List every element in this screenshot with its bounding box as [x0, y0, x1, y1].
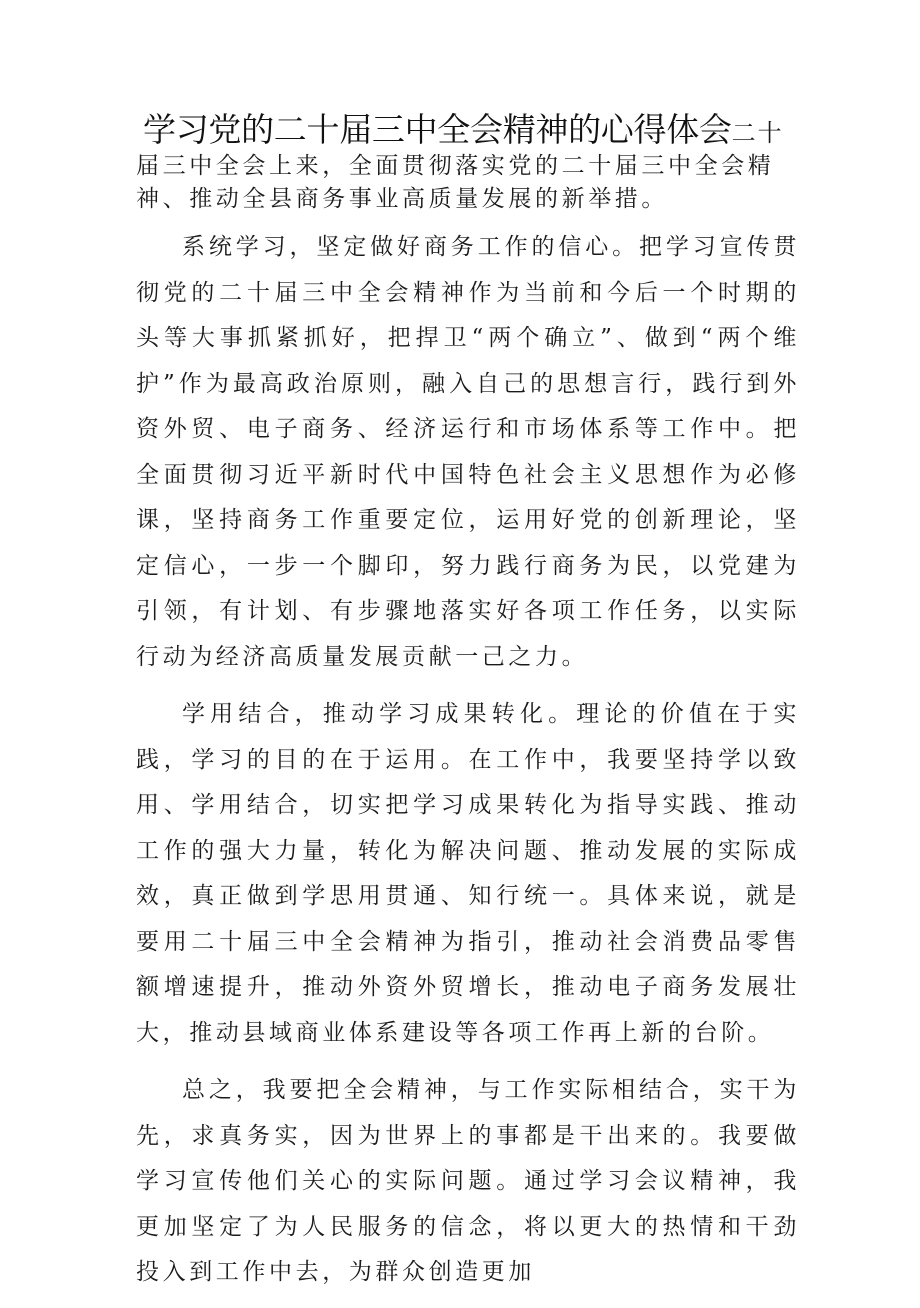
paragraph-conclusion: 总之，我要把全会精神，与工作实际相结合，实干为先，求真务实，因为世界上的事都是干出来的。我要做学习宣传他们关心的实际问题。通过学习会议精神，我更加坚定了为人民服务的信念，将以更大的热情和干劲投入到工作中去，为群众创造更加	[136, 1077, 800, 1285]
paragraph-study: 系统学习，坚定做好商务工作的信心。把学习宣传贯彻党的二十届三中全会精神作为当前和今后一个时期的头等大事抓紧抓好，把捍卫“两个确立”、做到“两个维护”作为最高政治原则，融入自己的思想言行，践行到外资外贸、电子商务、经济运行和市场体系等工作中。把全面贯彻习近平新时代中国特色社会主义思想作为必修课，坚持商务工作重要定位，运用好党的创新理论，坚定信心，一步一个脚印，努力践行商务为民，以党建为引领，有计划、有步骤地落实好各项工作任务，以实际行动为经济高质量发展贡献一己之力。	[136, 234, 800, 670]
title-tail-text: 二十	[731, 119, 784, 147]
paragraph-application: 学用结合，推动学习成果转化。理论的价值在于实践，学习的目的在于运用。在工作中，我要坚持学以致用、学用结合，切实把学习成果转化为指导实践、推动工作的强大力量，转化为解决问题、推动发展的实际成效，真正做到学思用贯通、知行统一。具体来说，就是要用二十届三中全会精神为指引，推动社会消费品零售额增速提升，推动外资外贸增长，推动电子商务发展壮大，推动县域商业体系建设等各项工作再上新的台阶。	[136, 701, 800, 1046]
intro-paragraph: 届三中全会上来，全面贯彻落实党的二十届三中全会精神、推动全县商务事业高质量发展的新举措。	[136, 153, 775, 212]
document-body	[136, 225, 800, 1308]
title-main-text: 学习党的二十届三中全会精神的心得体会	[143, 110, 732, 149]
